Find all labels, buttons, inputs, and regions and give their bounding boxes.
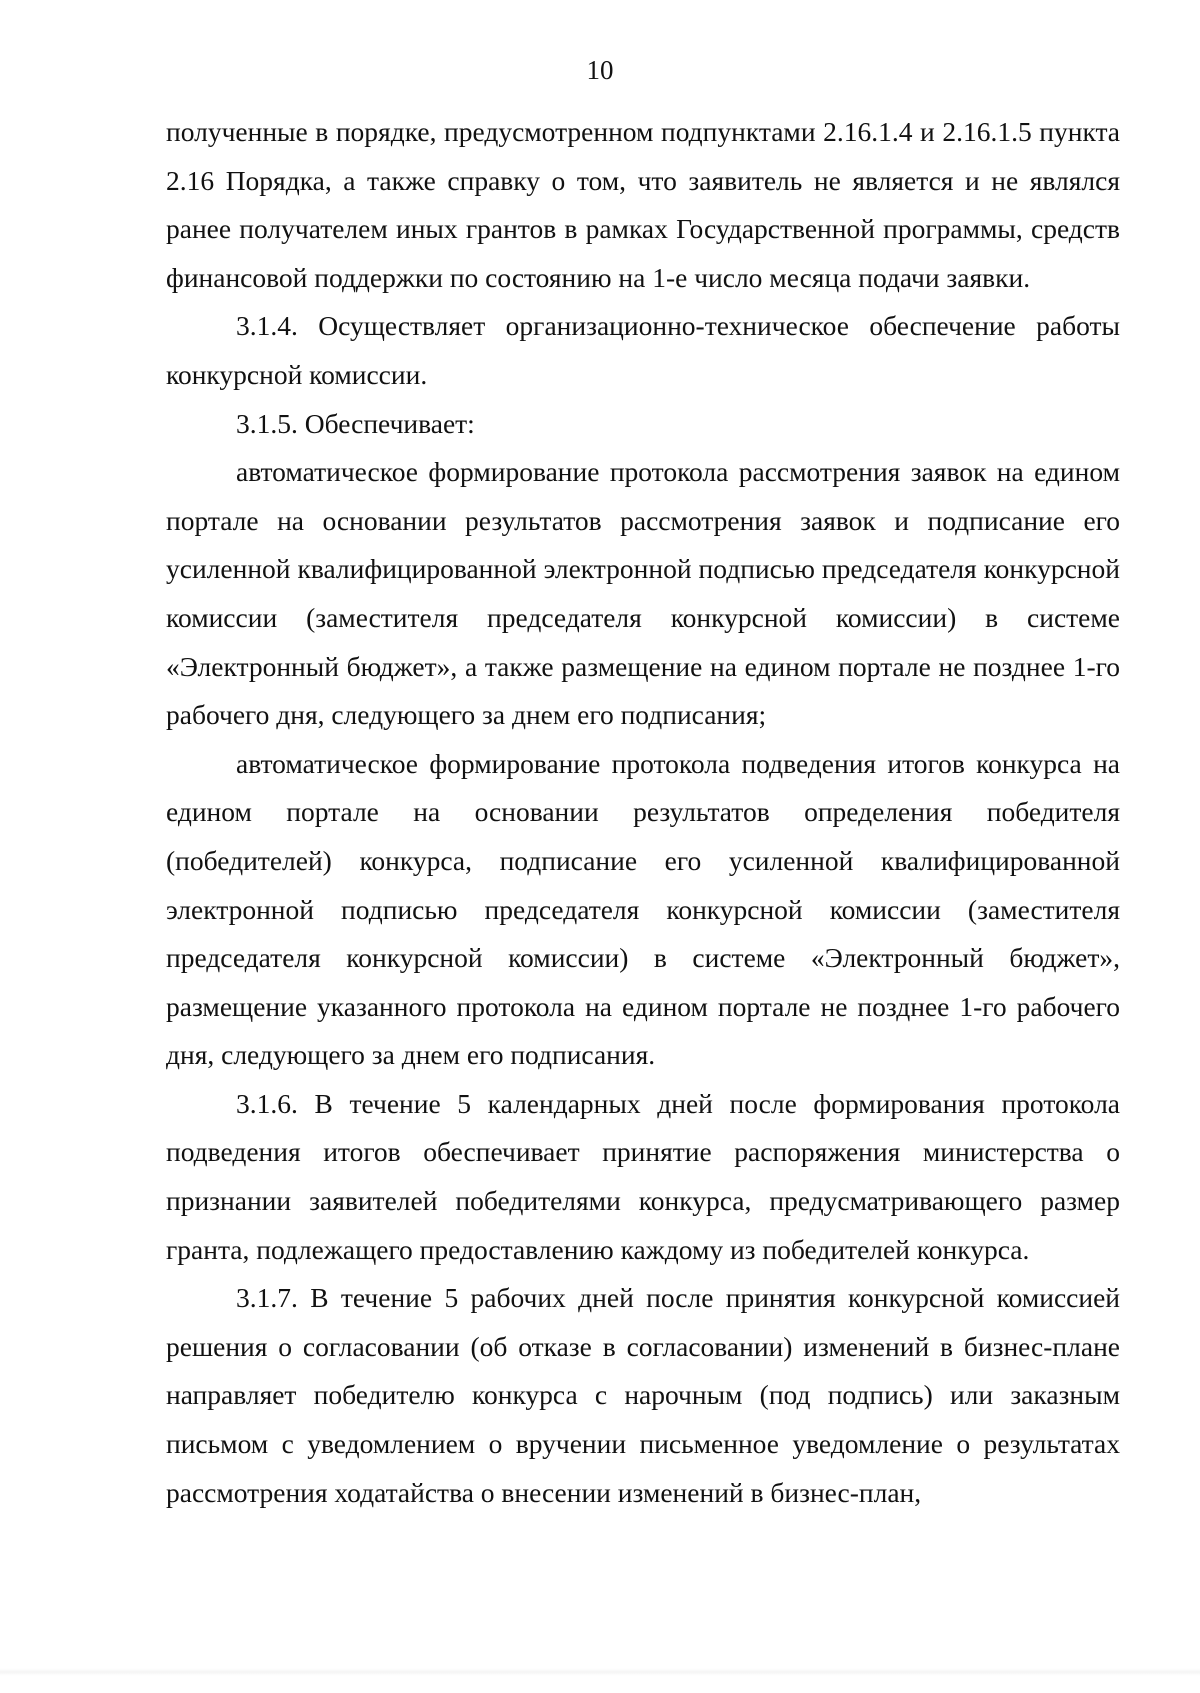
paragraph-3-1-5-item-1: автоматическое формирование протокола рассмотрения заявок на едином портале на основании результатов рассмотрения заявок и подписание его усиленной квалифицированной электронной подписью председателя конкурсной комиссии (заместителя председателя конкурсной комиссии) в системе «Электронный бюджет», а также размещение на едином портале не позднее 1-го рабочего дня, следующего за днем его подписания;	[166, 456, 1120, 731]
paragraph-3-1-6: 3.1.6. В течение 5 календарных дней после формирования протокола подведения итогов обеспечивает принятие распоряжения министерства о признании заявителей победителями конкурса, предусматривающего размер гранта, подлежащего предоставлению каждому из победителей конкурса.	[166, 1087, 1120, 1265]
page-number: 10	[586, 55, 614, 85]
paragraph-3-1-7: 3.1.7. В течение 5 рабочих дней после принятия конкурсной комиссией решения о согласовании (об отказе в согласовании) изменений в бизнес-плане направляет победителю конкурса с нарочным (под подпись) или заказным письмом с уведомлением о вручении письменное уведомление о результатах рассмотрения ходатайства о внесении изменений в бизнес-план,	[166, 1282, 1120, 1508]
document-body	[166, 108, 1120, 1517]
paragraph-continuation: полученные в порядке, предусмотренном подпунктами 2.16.1.4 и 2.16.1.5 пункта 2.16 Порядка, а также справку о том, что заявитель не является и не являлся ранее получателем иных грантов в рамках Государственной программы, средств финансовой поддержки по состоянию на 1-е число месяца подачи заявки.	[166, 116, 1120, 293]
scan-edge-artifact	[0, 1668, 1200, 1676]
paragraph-3-1-4: 3.1.4. Осуществляет организационно-техническое обеспечение работы конкурсной комиссии.	[166, 310, 1120, 390]
paragraph-3-1-5: 3.1.5. Обеспечивает:	[236, 407, 475, 439]
paragraph-3-1-5-item-2: автоматическое формирование протокола подведения итогов конкурса на едином портале на основании результатов определения победителя (победителей) конкурса, подписание его усиленной квалифицированной электронной подписью председателя конкурсной комиссии (заместителя председателя конкурсной комиссии) в системе «Электронный бюджет», размещение указанного протокола на едином портале не позднее 1-го рабочего дня, следующего за днем его подписания.	[166, 747, 1120, 1071]
